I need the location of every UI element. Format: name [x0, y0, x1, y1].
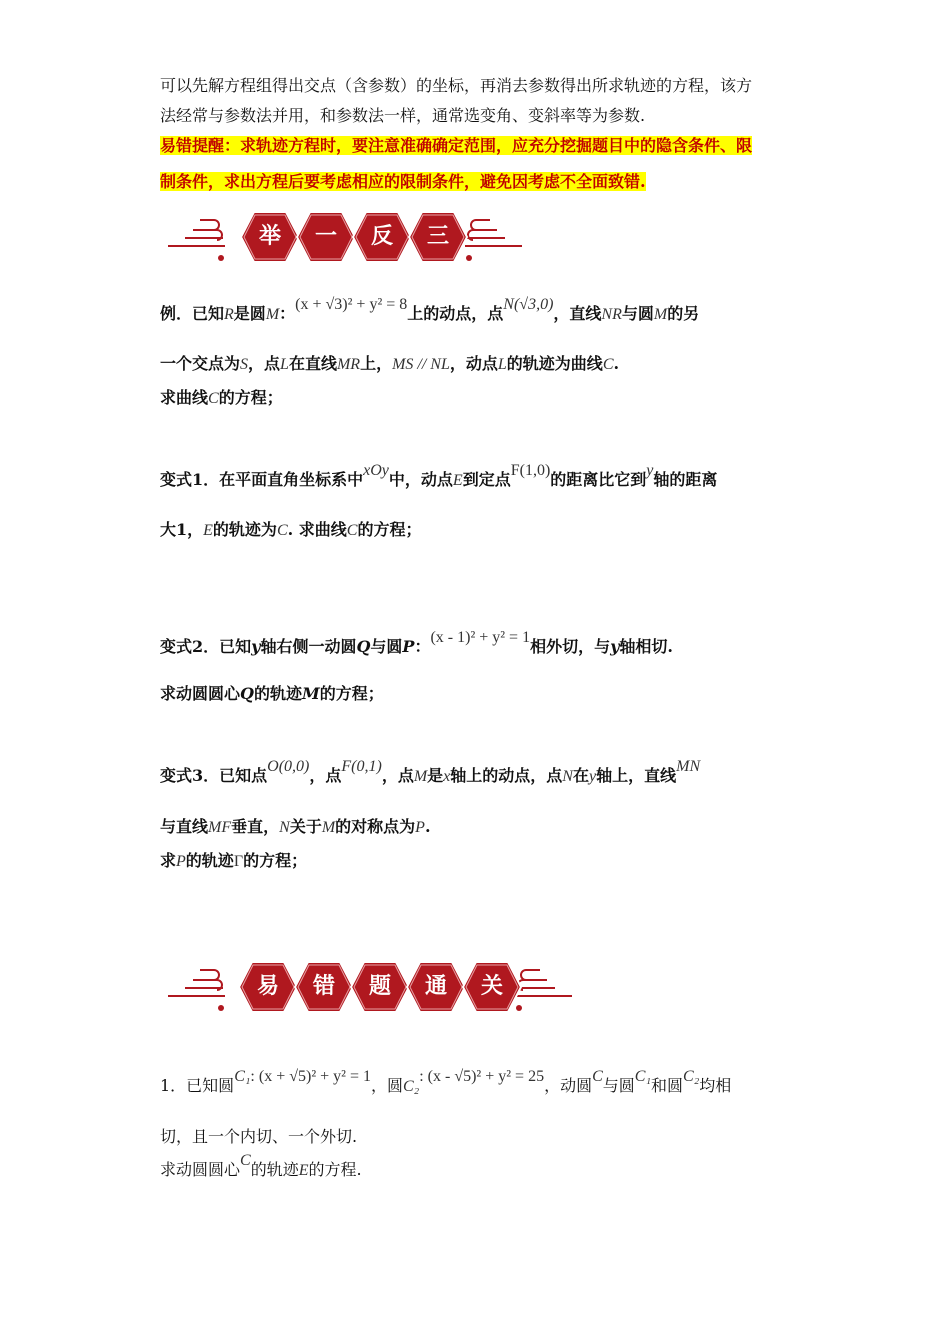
- warning-text-2: 制条件，求出方程后要考虑相应的限制条件，避免因考虑不全面致错.: [160, 172, 646, 191]
- banner2-char-2: 错: [293, 960, 355, 1014]
- circle-c1-equation: : (x + √5)² + y² = 1: [250, 1068, 371, 1085]
- example-line-2: 一个交点为S，点L在直线MR上，MS // NL，动点L的轨迹为曲线C.: [160, 354, 620, 373]
- intro-line-1: 可以先解方程组得出交点（含参数）的坐标，再消去参数得出所求轨迹的方程，该方: [160, 76, 753, 95]
- banner2-char-1: 易: [237, 960, 299, 1014]
- circle-p-equation: (x - 1)² + y² = 1: [430, 629, 531, 646]
- variant-3-line-1: 变式3．已知点O(0,0)，点F(0,1)，点M是x轴上的动点，点N在y轴上，直线MN: [160, 758, 701, 785]
- variant-3-question: 求P的轨迹Γ的方程；: [160, 851, 308, 870]
- variant-3-line-2: 与直线MF垂直，N关于M的对称点为P.: [160, 817, 431, 836]
- warning-line-2: [160, 172, 646, 192]
- banner-char-3: 反: [351, 210, 413, 264]
- problem-1-line-1: 1．已知圆C₁: (x + √5)² + y² = 1，圆C₂: (x - √5)² + y² = 25，动圆C与圆C₁和圆C₂均相: [160, 1068, 732, 1095]
- banner-char-2: 一: [295, 210, 357, 264]
- banner2-char-4: 通: [405, 960, 467, 1014]
- variant-1-line-2: 大1，E的轨迹为C. 求曲线C的方程；: [160, 520, 422, 539]
- problem-1-line-2: 切，且一个内切、一个外切.: [160, 1127, 358, 1146]
- warning-line-1: [160, 136, 752, 156]
- variant-2-line-1: 变式2．已知y轴右侧一动圆Q与圆P：(x - 1)² + y² = 1相外切，与y轴相切.: [160, 629, 673, 656]
- banner2-char-3: 题: [349, 960, 411, 1014]
- warning-label: 易错提醒：: [160, 136, 241, 155]
- example-line-1: 例．已知R是圆M：(x + √3)² + y² = 8上的动点，点N(√3,0)，直线NR与圆M的另: [160, 296, 700, 323]
- intro-line-2: 法经常与参数法并用，和参数法一样，通常选变角、变斜率等为参数.: [160, 106, 646, 125]
- banner-char-1: 举: [239, 210, 301, 264]
- circle-equation: (x + √3)² + y² = 8: [295, 296, 408, 313]
- variant-2-question: 求动圆圆心Q的轨迹M的方程；: [160, 684, 384, 703]
- banner-char-4: 三: [407, 210, 469, 264]
- circle-c2-equation: : (x - √5)² + y² = 25: [419, 1068, 545, 1085]
- example-question: 求曲线C的方程；: [160, 388, 283, 407]
- problem-1-question: 求动圆圆心C的轨迹E的方程.: [160, 1152, 362, 1179]
- banner2-char-5: 关: [461, 960, 523, 1014]
- variant-1-line-1: 变式1．在平面直角坐标系中xOy中，动点E到定点F(1,0)的距离比它到y轴的距离: [160, 462, 718, 489]
- warning-text-1: 求轨迹方程时，要注意准确确定范围，应充分挖掘题目中的隐含条件、限: [240, 136, 753, 155]
